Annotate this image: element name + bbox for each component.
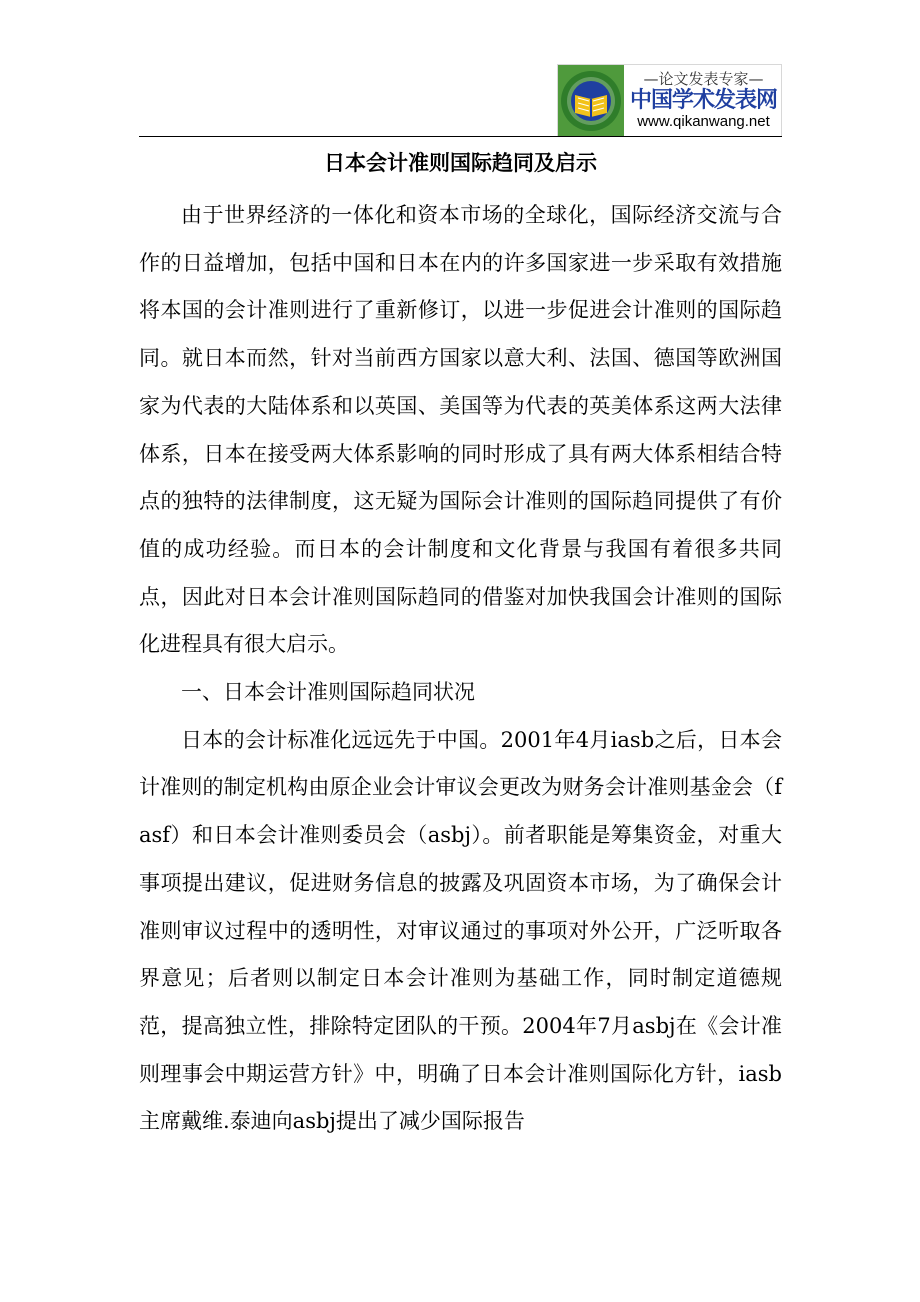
paragraph-intro: 由于世界经济的一体化和资本市场的全球化，国际经济交流与合作的日益增加，包括中国和日本在内的许多国家进一步采取有效措施将本国的会计准则进行了重新修订，以进一步促进会计准则的国际趋同。就日本而然，针对当前西方国家以意大利、法国、德国等欧洲国家为代表的大陆体系和以英国、美国等为代表的英美体系这两大法律体系，日本在接受两大体系影响的同时形成了具有两大体系相结合特点的独特的法律制度，这无疑为国际会计准则的国际趋同提供了有价值的成功经验。而日本的会计制度和文化背景与我国有着很多共同点，因此对日本会计准则国际趋同的借鉴对加快我国会计准则的国际化进程具有很大启示。 [139, 203, 782, 657]
header-divider [139, 136, 782, 137]
site-logo[interactable] [557, 64, 782, 137]
document-title: 日本会计准则国际趋同及启示 [324, 151, 597, 175]
logo-name: 中国学术发表网 [629, 88, 777, 113]
document-body [139, 192, 782, 1146]
section-heading-1: 一、日本会计准则国际趋同状况 [181, 680, 475, 705]
logo-text [624, 65, 781, 136]
logo-url[interactable]: www.qikanwang.net [637, 113, 770, 130]
book-seal-icon [558, 65, 624, 136]
paragraph-section-1: 日本的会计标准化远远先于中国。2001年4月iasb之后，日本会计准则的制定机构由原企业会计审议会更改为财务会计准则基金会（fasf）和日本会计准则委员会（asbj）。前者职能是筹集资金，对重大事项提出建议，促进财务信息的披露及巩固资本市场，为了确保会计准则审议过程中的透明性，对审议通过的事项对外公开，广泛听取各界意见；后者则以制定日本会计准则为基础工作，同时制定道德规范，提高独立性，排除特定团队的干预。2004年7月asbj在《会计准则理事会中期运营方针》中，明确了日本会计准则国际化方针，iasb主席戴维.泰迪向asbj提出了减少国际报告 [139, 727, 782, 1134]
logo-tagline: —论文发表专家— [643, 70, 764, 88]
